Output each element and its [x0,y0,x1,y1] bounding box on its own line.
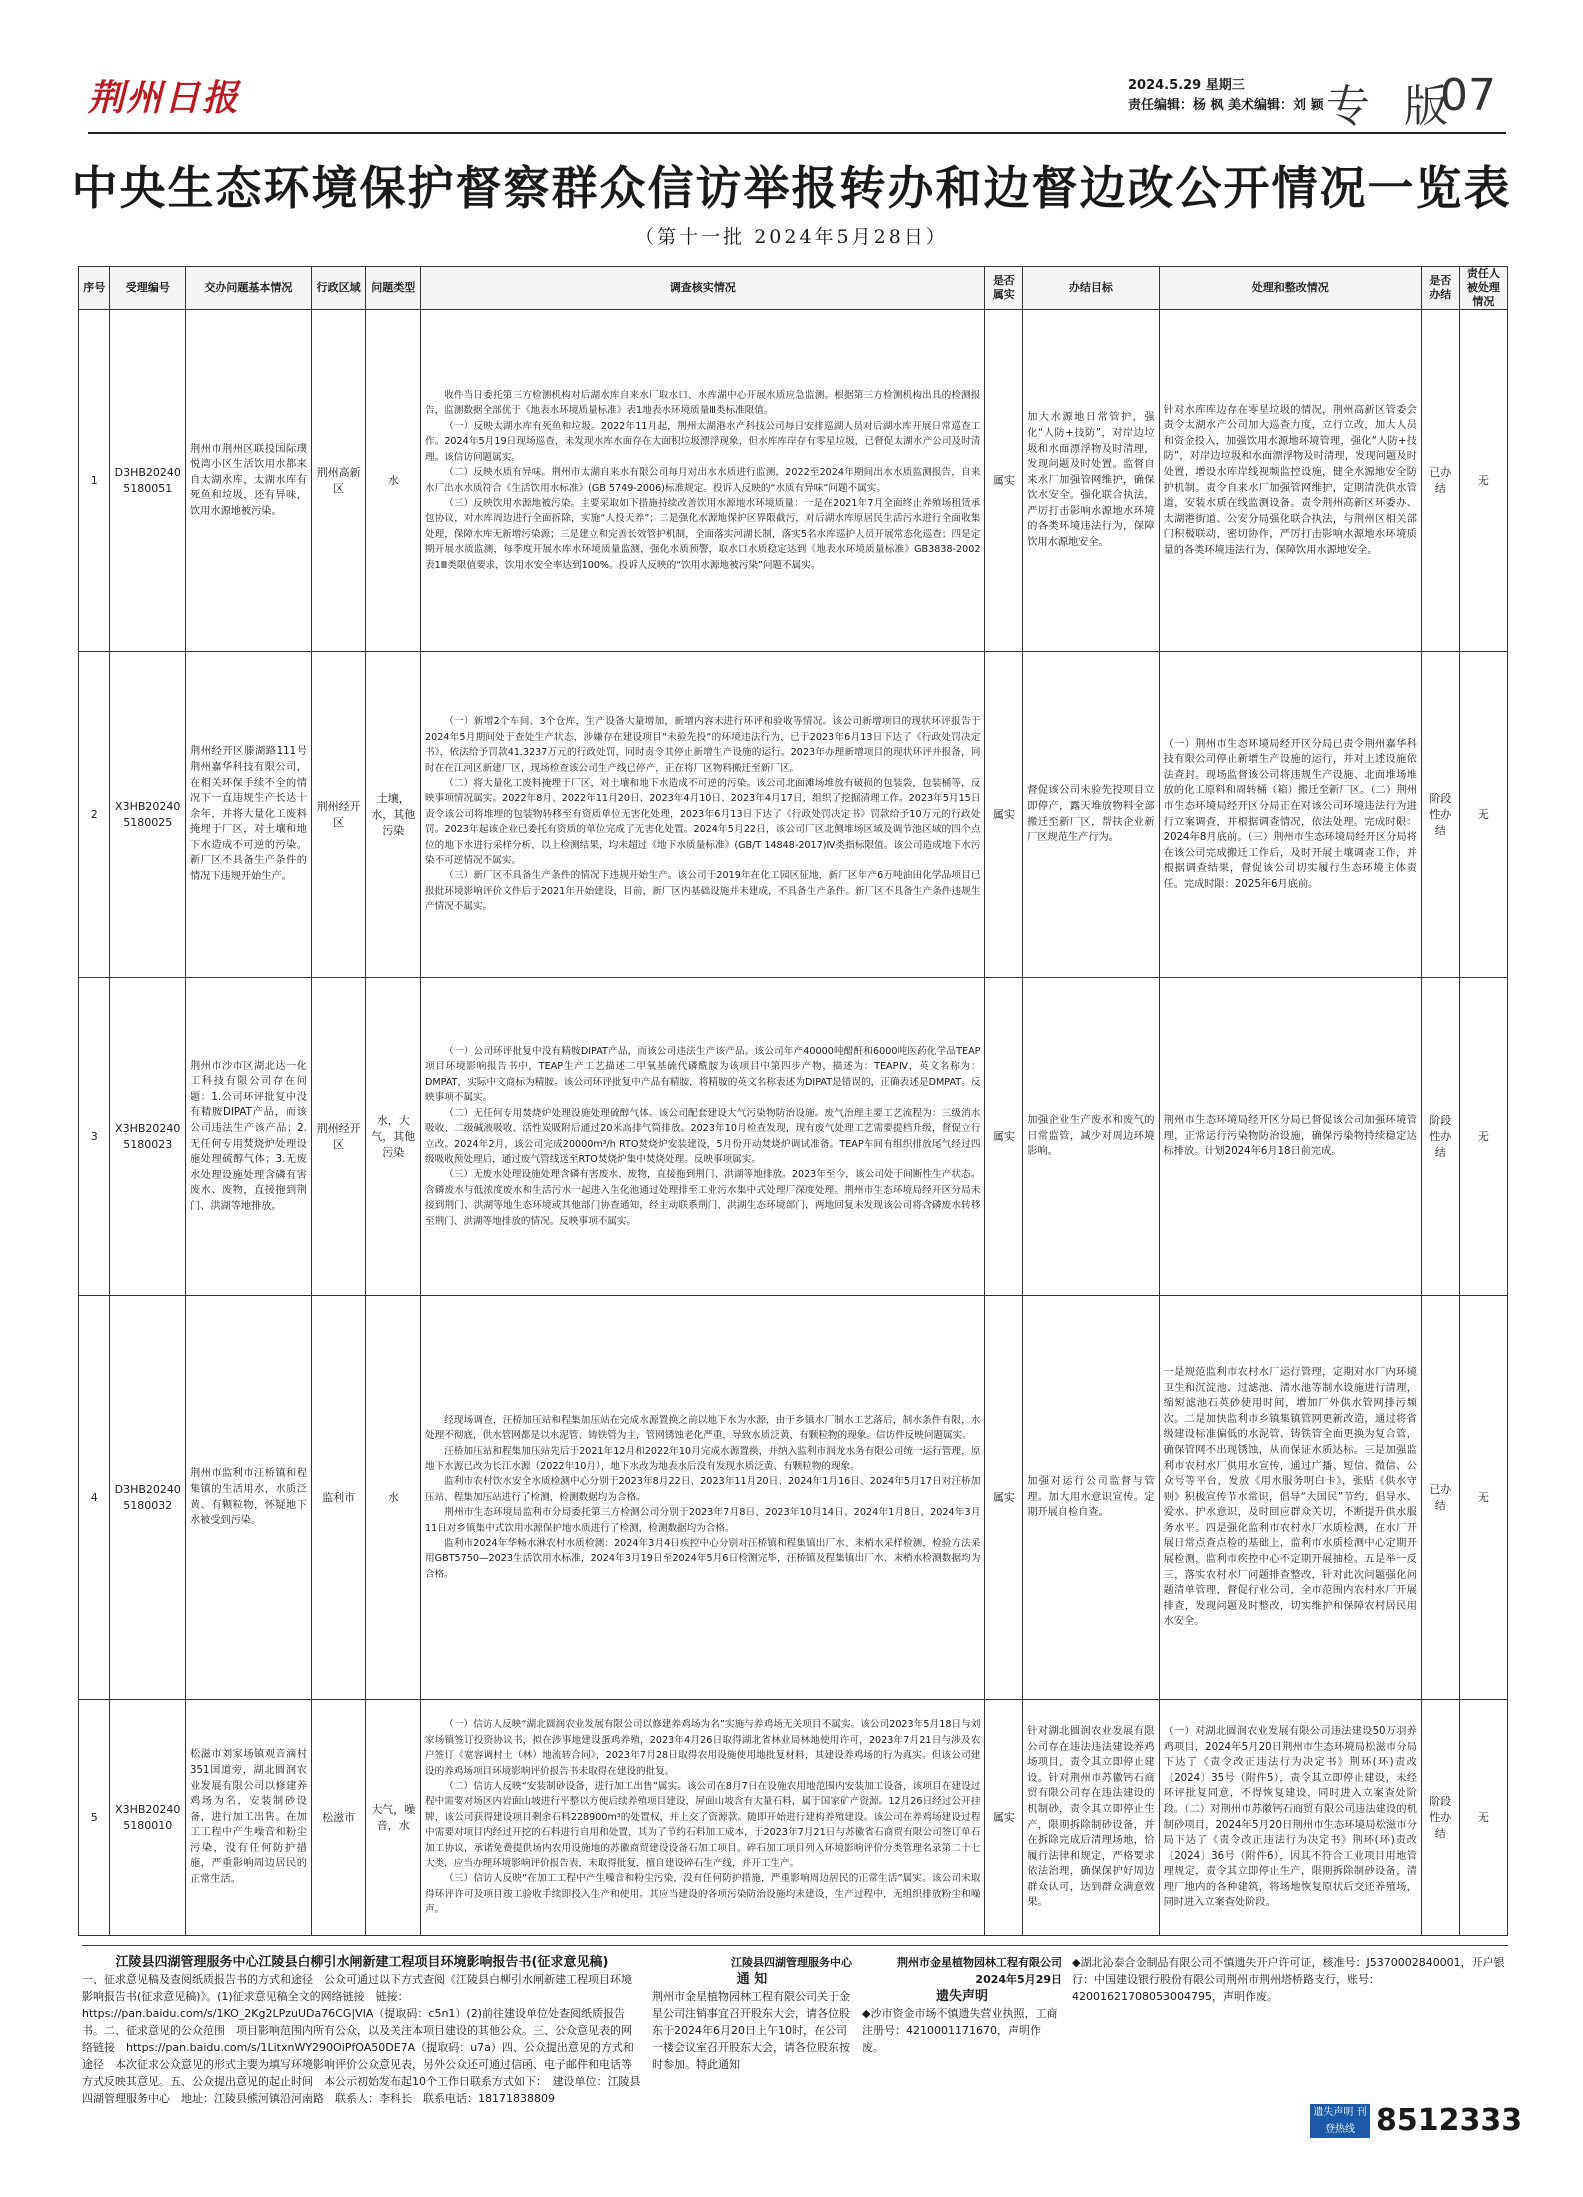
row-type: 土壤，水，其他污染 [366,652,421,978]
detail-paragraph: （二）将大量化工废料掩埋于厂区，对土壤和地下水造成不可逆的污染。该公司北面滩场堆放有破损的包装袋，包装桶等，反映事项情况属实。2022年8月、2022年11月20日、2023年4月10日、2023年4月17日，组织了挖掘清理工作。2023年5月15日责令该公司将堆埋的包装物转移至有资质单位无害化处理，2023年6月13日下达了《行政处罚决定书》罚款给予10万元的行政处罚。2023年起该企业已委托有资质的单位完成了无害化处置。2024年5月22日，该公司厂区北侧堆场区域及调节池区域的四个点位的地下水进行采样分析，以上检测结果，均未超过《地下水质量标准》(GB/T 14848-2017)Ⅳ类指标限值。该公司造成地下水污染不可逆情况不属实。 [424,777,981,867]
row-details [420,652,984,978]
section-label: 专 版 [1326,81,1458,132]
detail-paragraph: 经现场调查，汪桥加压站和程集加压站在完成水源置换之前以地下水为水源，由于乡镇水厂制水工艺落后，制水条件有限，水处理不彻底，供水管网都是以水泥管、铸铁管为主，管网锈蚀老化严重，导致水质泛黄，有颗粒物的现象。信访件反映问题属实。 [424,1414,981,1442]
notice-signature: 江陵县四湖管理服务中心 [731,1956,852,1969]
detail-paragraph: （一）新增2个车间、3个仓库，生产设备大量增加，新增内容未进行环评和验收等情况。该公司新增项目的现状环评报告于2024年5月期间处于查处生产状态，涉嫌存在建设项目“未验先投”的环境违法行为，已于2023年6月13日下达了《行政处罚决定书》，依法给予罚款41.3237万元的行政处罚，同时责令其停止新增生产设施的运行。2023年办理新增项目的现状环评并报备，同时在在江河区新建厂区，现场检查该公司生产线已停产，正在将厂区物料搬迁至新厂区。 [424,716,981,774]
col-header-type: 问题类型 [366,267,421,310]
col-header-region: 行政区域 [311,267,366,310]
row-actions: 针对水库库边存在零星垃圾的情况，荆州高新区管委会责令太湖水产公司加大巡查力度，立行立改，加大人员和资金投入，加强饮用水源地环境管理，强化“人防+技防”，对岸边垃圾和水面漂浮物及时清理，发现问题及时处置，增设水库岸线视频监控设施，健全水源地安全防护机制。责令自来水厂加强管网维护，定期清洗供水管道，安装水质在线监测设备。责令荆州高新区环委办、太湖港街道、公安分局强化联合执法，与荆州区相关部门积极联动，密切协作，严厉打击影响水源地水环境质量的各类环境违法行为，保障饮用水源地安全。 [1159,310,1421,652]
notice-title: 通 知 [736,1972,768,1987]
row-code: X3HB202405180025 [110,652,186,978]
col-header-accountability: 责任人被处理情况 [1459,267,1507,310]
row-seq: 4 [79,1296,110,1700]
col-header-verified: 是否属实 [985,267,1023,310]
page-number: 07 [1440,70,1496,121]
public-notice-meeting [652,1954,852,2150]
row-goal: 加强企业生产废水和废气的日常监管，减少对周边环境影响。 [1023,978,1159,1296]
detail-paragraph: 监利市农村饮水安全水质检测中心分别于2023年8月22日、2023年11月20日、2024年1月16日、2024年5月17日对汪桥加压站、程集加压站进行了检测，检测数据均为合格。 [424,1476,981,1503]
row-issue: 荆州市荆州区联投国际璞悦湾小区生活饮用水都来自太湖水库，太湖水库有死鱼和垃圾，还有异味，饮用水源地被污染。 [186,310,312,652]
notice-title: 江陵县四湖管理服务中心江陵县白柳引水闸新建工程项目环境影响报告书(征求意见稿) [115,1955,609,1970]
row-type: 大气，噪音，水 [366,1700,421,1936]
lost-notice-item: ◆沙市资金市场不慎遗失营业执照，工商注册号：4210001171670，声明作废。 [862,2007,1058,2054]
detail-paragraph: （一）反映太湖水库有死鱼和垃圾。2022年11月起，荆州太湖港水产科技公司每日安排巡湖人员对后湖水库开展日常巡查工作。2024年5月19日现场巡查，未发现水库水面存在大面积垃圾漂浮现象，但水库库岸存有零星垃圾，已督促太湖水产公司及时清理。该信访问题属实。 [424,420,981,463]
row-accountability: 无 [1459,652,1507,978]
lost-notice-item: ◆湖北沁泰合金制品有限公司不慎遗失开户许可证，核准号：J5370002840001，开户银行：中国建设银行股份有限公司荆州市荆州塔桥路支行，账号：42001621708053004795，声明作废。 [1072,1956,1505,2003]
col-header-goal: 办结目标 [1023,267,1159,310]
col-header-code: 受理编号 [110,267,186,310]
classified-ads [82,1945,1508,2156]
row-actions: 荆州市生态环境局经开区分局已督促该公司加强环境管理，正常运行污染物防治设施，确保污染物持续稳定达标排放。计划2024年6月18日前完成。 [1159,978,1421,1296]
row-verified: 属实 [985,310,1023,652]
public-notice-eia [82,1954,642,2150]
row-type: 水 [366,310,421,652]
row-code: D3HB202405180051 [110,310,186,652]
detail-paragraph: （一）信访人反映“湖北圆润农业发展有限公司以修建养鸡场为名”实施与养鸡场无关项目不属实。该公司2023年5月18日与刘家场镇签订投资协议书，拟在涉事地建设蛋鸡养殖，2023年4月26日取得湖北省林业局林地使用许可，2023年7月21日与涉及农户签订《宽容调村土（林）地流转合同》，2023年7月28日取得农用设施使用地批复材料，其建设养鸡场的行为真实。但该公司建设的养鸡场项目环境影响评价报告书未取得在建设的批复。 [424,1719,981,1777]
row-accountability: 无 [1459,1700,1507,1936]
row-verified: 属实 [985,978,1023,1296]
notice-signoff [862,1954,1062,2150]
row-closed: 阶段性办结 [1421,978,1459,1296]
col-header-closed: 是否办结 [1421,267,1459,310]
row-code: X3HB202405180023 [110,978,186,1296]
col-header-actions: 处理和整改情况 [1159,267,1421,310]
table-row [79,310,1508,652]
row-goal: 加强对运行公司监督与管理。加大用水意识宣传。定期开展自检自查。 [1023,1296,1159,1700]
notice-signature: 荆州市金星植物园林工程有限公司 [897,1956,1062,1969]
row-issue: 荆州经开区滕湖路111号荆州嘉华科技有限公司，在相关环保手续不全的情况下一直违规生产长达十余年，并将大量化工废料掩埋于厂区，对土壤和地下水造成不可逆的污染。新厂区不具备生产条件的情况下违规开始生产。 [186,652,312,978]
row-verified: 属实 [985,1296,1023,1700]
col-header-details: 调查核实情况 [420,267,984,310]
issue-date: 2024.5.29 星期三 [1128,78,1245,93]
row-details [420,1296,984,1700]
row-closed: 阶段性办结 [1421,652,1459,978]
row-actions: （一）对湖北圆润农业发展有限公司违法建设50万羽养鸡项目，2024年5月20日荆州市生态环境局松滋市分局下达了《责令改正违法行为决定书》荆环(环)责改〔2024〕35号（附件5），责令其立即停止建设，未经环评批复同意，不得恢复建设，同时进入立案查处阶段。（二）对荆州市苏徽钙石商贸有限公司违法建设的机制砂项目，2024年5月20日荆州市生态环境局松滋市分局下达了《责令改正违法行为决定书》荆环(环)责改〔2024〕36号（附件6），因其不符合工业项目用地管理规定，责令其立即停止生产，限期拆除制砂设备，清理厂地内的各种建筑，将场地恢复原状后交还养殖场，同时进入立案查处阶段。 [1159,1700,1421,1936]
row-type: 水，大气，其他污染 [366,978,421,1296]
detail-paragraph: （三）信访人反映“在加工工程中产生噪音和粉尘污染，没有任何防护措施，严重影响周边居民的正常生活”属实。该公司未取得环评许可及项目竣工验收手续即投入生产和使用。其应当建设的各项污染防治设施均未建设，生产过程中，无组织排放粉尘和噪声。 [424,1873,981,1916]
row-goal: 加大水源地日常管护，强化“人防+技防”，对岸边垃圾和水面漂浮物及时清理，发现问题及时处置。监督自来水厂加强管网维护，确保饮水安全。强化联合执法，严厉打击影响水源地水环境的各类环境违法行为，保障饮用水源地安全。 [1023,310,1159,652]
detail-paragraph: 荆州市生态环境局监利市分局委托第三方检测公司分别于2023年7月8日、2023年10月14日、2024年1月8日、2024年3月11日对乡镇集中式饮用水源保护地水质进行了检测，检测数据均为合格。 [424,1507,981,1534]
row-accountability: 无 [1459,310,1507,652]
row-details [420,310,984,652]
table-row [79,1700,1508,1936]
table-header-row [79,267,1508,310]
detail-paragraph: （三）反映饮用水源地被污染。主要采取如下措施持续改善饮用水源地水环境质量：一是在2021年7月全面终止养殖场租赁承包协议，对水库周边进行全面拆除，实施“人投天养”；二是强化水源地保护区界限截污，对后湖水库原居民生活污水进行全面收集处理，保障水库无新增污染源；三是建立和完善长效管护机制，全面落实河湖长制，落实5名水库巡护人员开展常态化巡查；四是定期开展水质监测，每季度开展水库水环境质量监测，强化水质预警，取水口水质稳定达到《地表水环境质量标准》GB3838-2002表1Ⅲ类限值要求，饮用水安全率达到100%。投诉人反映的“饮用水源地被污染”问题不属实。 [424,497,981,571]
detail-paragraph: 收件当日委托第三方检测机构对后湖水库自来水厂取水口、水库湖中心开展水质应急监测。根据第三方检测机构出具的检测报告，监测数据全部优于《地表水环境质量标准》表1地表水环境质量Ⅲ类标准限值。 [424,390,981,417]
row-region: 荆州经开区 [311,978,366,1296]
row-actions: （一）荆州市生态环境局经开区分局已责令荆州嘉华科技有限公司停止新增生产设施的运行，并对上述设施依法查封。现场监督该公司将违规生产设施、北面堆场堆放的化工原料和周转桶（箱）搬迁至新厂区。（二）荆州市生态环境局经开区分局正在对该公司环境违法行为进行立案调查，并根据调查情况，依法处理。完成时限：2024年8月底前。（三）荆州市生态环境局经开区分局将在该公司完成搬迁工作后，及时开展土壤调查工作，并根据调查结果，督促该公司切实履行生态环境主体责任。完成时限：2025年6月底前。 [1159,652,1421,978]
row-accountability: 无 [1459,978,1507,1296]
newspaper-logo: 荆州日报 [88,77,241,119]
row-closed: 已办结 [1421,310,1459,652]
notice-body: 荆州市金星植物园林工程有限公司关于金星公司注销事宜召开股东大会，请各位股东于2024年6月20日上午10时，在公司一楼会议室召开股东大会，请各位股东按时参加。特此通知 [652,1990,850,2071]
hotline-box [1310,2103,1523,2138]
row-code: D3HB202405180032 [110,1296,186,1700]
masthead [88,62,1506,134]
lost-notices [1072,1954,1508,2104]
row-issue: 荆州市沙市区湖北达一化工科技有限公司存在问题：1.公司环评批复中没有精胺DIPAT产品，而该公司违法生产该产品；2.无任何专用焚烧炉处理设施处理硫醇气体；3.无废水处理设施处理含磷有害废水、废物，直接拖到荆门、洪湖等地排放。 [186,978,312,1296]
row-region: 监利市 [311,1296,366,1700]
detail-paragraph: （一）公司环评批复中没有精胺DIPAT产品，而该公司违法生产该产品。该公司年产40000吨醋酐和6000吨医药化学品TEAP项目环境影响报告书中，TEAP生产工艺描述二甲氧基硫代磷酰胺为该项目中第四步产物，描述为：TEAPⅣ，英文名称为：DMPAT，实际中文商标为精胺。该公司环评批复中产品有精胺，将精胺的英文名称表述为DIPAT是错误的，正确表述是DMPAT。反映事项不属实。 [424,1046,981,1104]
petition-table [78,266,1508,1936]
row-seq: 1 [79,310,110,652]
hotline-label: 遗失声明 刊登热线 [1310,2104,1370,2138]
row-details [420,1700,984,1936]
row-region: 荆州高新区 [311,310,366,652]
detail-paragraph: （三）新厂区不具备生产条件的情况下违规开始生产。该公司于2019年在化工园区征地，新厂区年产6万吨油田化学品项目已报批环境影响评价文件后于2021年开始建设，目前，新厂区内基础设施并未建成，不具备生产条件。新厂区不具备生产条件违规生产情况不属实。 [424,870,981,913]
row-closed: 已办结 [1421,1296,1459,1700]
row-accountability: 无 [1459,1296,1507,1700]
lost-notice-title: 遗失声明 [935,1989,988,2004]
table-row [79,652,1508,978]
row-goal: 督促该公司未验先投项目立即停产，露天堆放物料全部搬迁至新厂区，帮扶企业新厂区规范生产行为。 [1023,652,1159,978]
editor-credits: 责任编辑：杨 枫 美术编辑：刘 颖 [1128,98,1324,113]
row-seq: 2 [79,652,110,978]
col-header-seq: 序号 [79,267,110,310]
table-row [79,1296,1508,1700]
detail-paragraph: （三）无废水处理设施处理含磷有害废水、废物，直接拖到荆门、洪湖等地排放。2023年至今，该公司处于间断性生产状态。含磷废水与低浓度废水和生活污水一起进入生化池通过处理排至工业污水集中式处理厂深度处理。荆州市生态环境局经开区分局未接到荆门、洪湖等地生态环境或其他部门协查通知，经主动联系荆门、洪湖生态环境部门，两地回复未发现该公司将含磷废水转移至荆门、洪湖等地排放的情况。反映事项不属实。 [424,1169,981,1227]
issue-info [1128,76,1324,116]
detail-paragraph: 监利市2024年华畅水淋农村水质检测：2024年3月4日疾控中心分别对汪桥镇和程集镇出厂水、末梢水采样检测，检验方法采用GBT5750—2023生活饮用水标准，2024年3月19日至2024年5月6日检测完毕，汪桥镇及程集镇出厂水、末梢水检测数据均为合格。 [424,1538,981,1580]
row-actions: 一是规范监利市农村水厂运行管理，定期对水厂内环境卫生和沉淀池、过滤池、清水池等制水设施进行清理，缩短滤池石英砂使用时间，增加厂外供水管网排污频次。二是加快监利市乡镇集镇管网更新改造，通过将省级建设标准偏低的水泥管、铸铁管全面更换为复合管，确保管网不出现锈蚀，从而保证水质达标。三是加强监利市农村水厂供用水宣传，通过广播、短信、微信、公众号等平台，发放《用水服务明白卡》，张贴《供水守则》积极宣传节水常识，倡导“大国民”节约，倡导水、爱水、护水意识，及时回应群众关切，不断提升供水服务水平。四是强化监利市农村水厂水质检测，在水厂开展日常点查点检的基础上，监利市水质检测中心定期开展检测，监利市疾控中心不定期开展抽检。五是举一反三，落实农村水厂问题排查整改，针对此次问题强化问题清单管理，督促行业公司，全市范围内农村水厂开展排查，发现问题及时整改，切实维护和保障农村居民用水安全。 [1159,1296,1421,1700]
row-verified: 属实 [985,652,1023,978]
row-seq: 3 [79,978,110,1296]
row-type: 水 [366,1296,421,1700]
col-header-issue: 交办问题基本情况 [186,267,312,310]
row-closed: 阶段性办结 [1421,1700,1459,1936]
row-issue: 荆州市监利市汪桥镇和程集镇的生活用水，水质泛黄、有颗粒物，怀疑地下水被受到污染。 [186,1296,312,1700]
detail-paragraph: （二）反映水质有异味。荆州市太湖自来水有限公司每月对出水水质进行监测，2022至2024年期间出水水质监测报告，自来水厂出水水质符合《生活饮用水标准》(GB 5749-2006)标准规定。投诉人反映的“水质有异味”问题不属实。 [424,467,981,494]
row-seq: 5 [79,1700,110,1936]
detail-paragraph: （二）信访人反映“安装制砂设备，进行加工出售”属实。该公司在8月7日在设施农用地范围内安装加工设备，该项目在建设过程中需要对场区内岩面山坡进行平整以方便后续养殖项目建设，屏面山坡含有大量石料，属于国家矿产资源。12月26日经过公开挂牌，该公司获得建设项目剩余石料228900m³的处置权，并上交了资源款。随即开始进行建构养殖建设。该公司在养鸡场建设过程中需要对项目内经过开挖的石料进行自用和处置，其为了节约石料加工成本，于2023年7月21日与苏徽省石商贸有限公司签订单石加工协议，承诺免费提供场内农用设施地的苏徽商贸建设设备石加工项目。碎石加工项目列入环境影响评价分类管理名录第二十七大类，应当办理环境影响评价报告表，未取得批复，擅自建设碎石生产线，并开工生产。 [424,1780,981,1870]
row-region: 松滋市 [311,1700,366,1936]
notice-date: 2024年5月29日 [975,1973,1062,1986]
detail-paragraph: 汪桥加压站和程集加压站先后于2021年12月和2022年10月完成水源置换，并纳入监利市润龙水务有限公司统一运行管理，原地下水源已改为长江水源（2022年10月），地下水改为地表水后没有发现水质泛黄、有颗粒物的现象。 [424,1445,981,1472]
page-title: 中央生态环境保护督察群众信访举报转办和边督边改公开情况一览表 [71,161,1512,215]
hotline-number: 8512333 [1376,2103,1523,2138]
row-verified: 属实 [985,1700,1023,1936]
page-subtitle: （第十一批 2024年5月28日） [635,226,948,248]
notice-body: 一、征求意见稿及查阅纸质报告书的方式和途径 公众可通过以下方式查阅《江陵县白柳引水闸新建工程项目环境影响报告书(征求意见稿)》。(1)征求意见稿全文的网络链接 链接：https://pan.baidu.com/s/1KO_2Kg2LPzuUDa76CG|VIA（提取码：c5n1）(2)前往建设单位处查阅纸质报告书。二、征求意见的公众范围 项目影响范围内所有公众，以及关注本项目建设的其他公众。三、公众意见表的网络链接 https://pan.baidu.com/s/1LitxnWY290OiPfOA50DE7A（提取码：u7a）四、公众提出意见的方式和途径 本次征求公众意见的形式主要为填写环境影响评价公众意见表，另外公众还可通过信函、电子邮件和电话等方式反映其意见。五、公众提出意见的起止时间 本公示初始发布起10个工作日联系方式如下： 建设单位：江陵县四湖管理服务中心 地址：江陵县熊河镇沿河南路 联系人：李科长 联系电话：18171838809 [82,1973,641,2105]
row-region: 荆州经开区 [311,652,366,978]
row-code: X3HB202405180010 [110,1700,186,1936]
row-goal: 针对湖北圆润农业发展有限公司存在违法违法建设养鸡场项目，责令其立即停止建设。针对荆州市苏徽钙石商贸有限公司存在违法建设的机制砂，责令其立即停止生产，限期拆除制砂设备，并在拆除完成后清理场地，恰履行法律和规定，严格要求依法治理，确保保护好周边群众认可，达到群众满意效果。 [1023,1700,1159,1936]
row-details [420,978,984,1296]
row-issue: 松滋市刘家场镇观音滴村351国道旁，湖北圆润农业发展有限公司以修建养鸡场为名，安装制砂设备，进行加工出售。在加工工程中产生噪音和粉尘污染，没有任何防护措施，严重影响周边居民的正常生活。 [186,1700,312,1936]
table-row [79,978,1508,1296]
detail-paragraph: （二）无任何专用焚烧炉处理设施处理硫醇气体。该公司配套建设大气污染物防治设施。废气治理主要工艺流程为：三级消水吸收、二级碱液吸收、活性炭吸附后通过20米高排气筒排放。2023年10月检查发现，现有废气处理工艺需要提档升级，督促立行立改。2024年2月，该公司完成20000m³/h RTO焚烧炉安装建设，5月份开动焚烧炉调试准备。TEAP车间有组织排放尾气经过四级吸收预处理后，通过废气管线送至RTO焚烧炉集中焚烧处理。反映事项属实。 [424,1107,981,1165]
